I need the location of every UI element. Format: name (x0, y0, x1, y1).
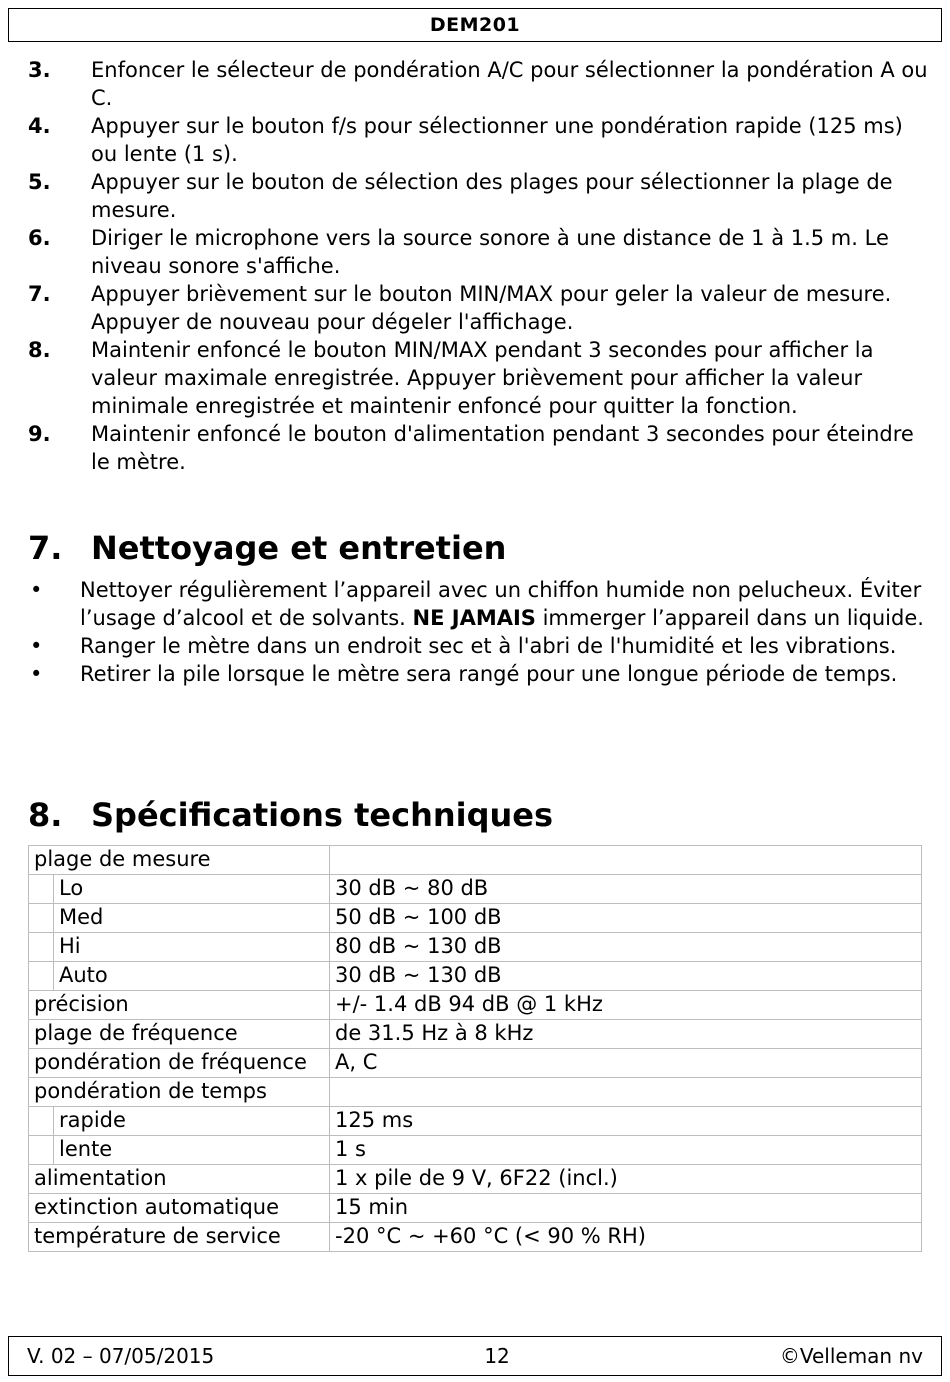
list-item (28, 576, 928, 632)
table-row (29, 933, 922, 962)
bullet-text: Ranger le mètre dans un endroit sec et à l'abri de l'humidité et les vibrations. (80, 634, 897, 658)
spec-value: 80 dB ~ 130 dB (330, 933, 922, 962)
table-row (29, 1165, 922, 1194)
table-row (29, 904, 922, 933)
spec-value (330, 1078, 922, 1107)
section-number: 8. (28, 796, 63, 834)
spec-label: Hi (54, 933, 330, 962)
emphasis-text: NE JAMAIS (412, 606, 536, 630)
list-item (28, 336, 928, 420)
table-row (29, 1020, 922, 1049)
spec-value: +/- 1.4 dB 94 dB @ 1 kHz (330, 991, 922, 1020)
list-item (28, 56, 928, 112)
step-number: 4. (28, 114, 51, 138)
spec-label: Lo (54, 875, 330, 904)
page-header (8, 8, 942, 42)
section-number: 7. (28, 529, 63, 567)
bullet-icon: • (30, 578, 43, 602)
spec-value: 30 dB ~ 130 dB (330, 962, 922, 991)
table-row (29, 1136, 922, 1165)
spec-value: 1 x pile de 9 V, 6F22 (incl.) (330, 1165, 922, 1194)
table-row (29, 1078, 922, 1107)
spec-value: 125 ms (330, 1107, 922, 1136)
spec-label: plage de mesure (29, 846, 330, 875)
table-row (29, 962, 922, 991)
bullet-text: Retirer la pile lorsque le mètre sera rangé pour une longue période de temps. (80, 662, 898, 686)
spec-label: plage de fréquence (29, 1020, 330, 1049)
cleaning-bullets (28, 576, 928, 688)
table-row (29, 991, 922, 1020)
list-item (28, 224, 928, 280)
spec-label: pondération de fréquence (29, 1049, 330, 1078)
step-number: 9. (28, 422, 51, 446)
specs-table (28, 845, 922, 1252)
list-item (28, 168, 928, 224)
spec-value (330, 846, 922, 875)
spec-value: 50 dB ~ 100 dB (330, 904, 922, 933)
step-text: Diriger le microphone vers la source sonore à une distance de 1 à 1.5 m. Le niveau sonore s'affiche. (91, 226, 889, 278)
spec-value: -20 °C ~ +60 °C (< 90 % RH) (330, 1223, 922, 1252)
page-number: 12 (484, 1344, 510, 1368)
table-row (29, 846, 922, 875)
table-row (29, 1107, 922, 1136)
footer-version: V. 02 – 07/05/2015 (27, 1344, 215, 1368)
spec-value: de 31.5 Hz à 8 kHz (330, 1020, 922, 1049)
list-item (28, 420, 928, 476)
step-text: Maintenir enfoncé le bouton MIN/MAX pendant 3 secondes pour afficher la valeur maximale enregistrée. Appuyer brièvement pour afficher la valeur minimale enregistrée et maintenir enfoncé pour quitter la fonction. (91, 338, 874, 418)
step-text: Appuyer sur le bouton f/s pour sélectionner une pondération rapide (125 ms) ou lente (1 s). (91, 114, 903, 166)
instruction-steps (28, 56, 928, 476)
spec-value: A, C (330, 1049, 922, 1078)
step-number: 3. (28, 58, 51, 82)
section-heading-cleaning (28, 528, 506, 568)
page-footer (8, 1336, 942, 1376)
bullet-text: Nettoyer régulièrement l’appareil avec un chiffon humide non pelucheux. Éviter l’usage d’alcool et de solvants. NE JAMAIS immerger l’appareil dans un liquide. (80, 578, 924, 630)
step-number: 6. (28, 226, 51, 250)
spec-label: Med (54, 904, 330, 933)
bullet-icon: • (30, 634, 43, 658)
step-text: Appuyer sur le bouton de sélection des plages pour sélectionner la plage de mesure. (91, 170, 893, 222)
section-heading-specs (28, 795, 553, 835)
header-title: DEM201 (429, 14, 521, 36)
step-number: 5. (28, 170, 51, 194)
table-row (29, 1223, 922, 1252)
step-number: 7. (28, 282, 51, 306)
spec-label: température de service (29, 1223, 330, 1252)
table-row (29, 1194, 922, 1223)
spec-value: 30 dB ~ 80 dB (330, 875, 922, 904)
spec-label: précision (29, 991, 330, 1020)
spec-label: pondération de temps (29, 1078, 330, 1107)
spec-label: Auto (54, 962, 330, 991)
footer-copyright: ©Velleman nv (779, 1344, 923, 1368)
spec-label: alimentation (29, 1165, 330, 1194)
spec-value: 15 min (330, 1194, 922, 1223)
spec-label: extinction automatique (29, 1194, 330, 1223)
table-row (29, 875, 922, 904)
section-title: Spécifications techniques (91, 796, 554, 834)
step-number: 8. (28, 338, 51, 362)
spec-label: lente (54, 1136, 330, 1165)
list-item (28, 112, 928, 168)
list-item (28, 632, 928, 660)
bullet-icon: • (30, 662, 43, 686)
list-item (28, 280, 928, 336)
step-text: Appuyer brièvement sur le bouton MIN/MAX pour geler la valeur de mesure. Appuyer de nouveau pour dégeler l'affichage. (91, 282, 892, 334)
list-item (28, 660, 928, 688)
section-title: Nettoyage et entretien (91, 529, 507, 567)
table-row (29, 1049, 922, 1078)
spec-label: rapide (54, 1107, 330, 1136)
step-text: Maintenir enfoncé le bouton d'alimentation pendant 3 secondes pour éteindre le mètre. (91, 422, 914, 474)
step-text: Enfoncer le sélecteur de pondération A/C pour sélectionner la pondération A ou C. (91, 58, 928, 110)
spec-value: 1 s (330, 1136, 922, 1165)
